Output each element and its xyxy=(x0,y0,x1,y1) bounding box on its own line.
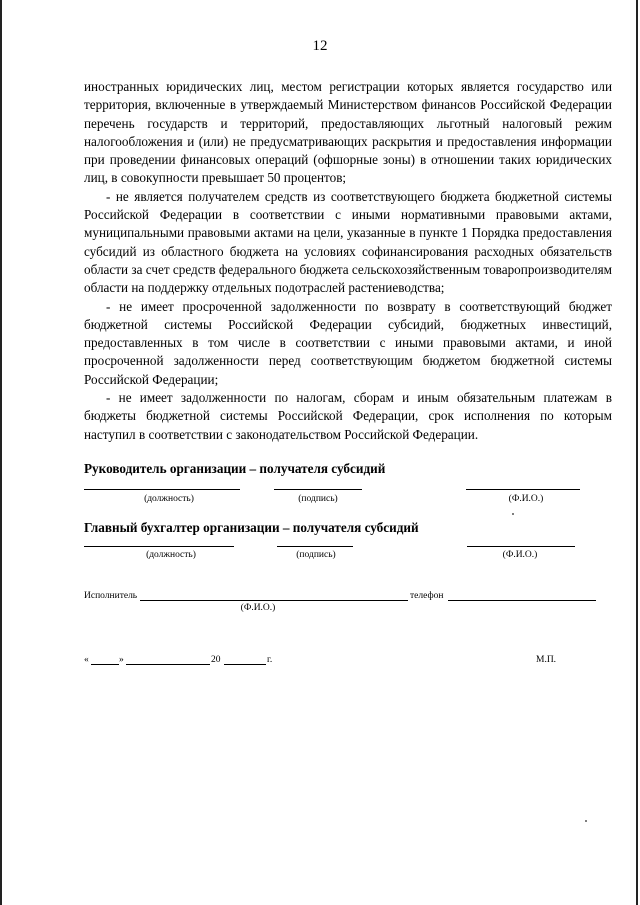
head-signature-label: (подпись) xyxy=(298,494,338,504)
scan-edge-left xyxy=(0,0,2,905)
scan-edge-right xyxy=(636,0,638,905)
accountant-name-label: (Ф.И.О.) xyxy=(502,550,538,560)
executor-label: Исполнитель xyxy=(84,591,138,601)
head-signature-heading: Руководитель организации – получателя субсидий xyxy=(84,461,386,476)
body-text xyxy=(84,78,612,444)
date-month-line xyxy=(126,664,210,665)
paragraph-not-recipient: - не является получателем средств из соответствующего бюджета бюджетной системы Российской Федерации в соответствии с иными нормативными правовыми актами, муниципальными правовыми актами на цели, указанные в пункте 1 Порядка предоставления субсидий из областного бюджета на условиях софинансирования расходных обязательств области за счет средств федерального бюджета сельскохозяйственным товаропроизводителям области на поддержку отдельных подотраслей растениеводства; xyxy=(84,188,612,296)
date-close-quote: » xyxy=(119,655,124,665)
accountant-name-line xyxy=(467,546,575,547)
accountant-signature-label: (подпись) xyxy=(296,550,336,560)
paragraph-continuation: иностранных юридических лиц, местом регистрации которых является государство или территория, включенные в утверждаемый Министерством финансов Российской Федерации перечень государств и территорий, предоставляющих льготный налоговый режим налогообложения и (или) не предусматривающих раскрытия и предоставления информации при проведении финансовых операций (офшорные зоны) в отношении таких юридических лиц, в совокупности превышает 50 процентов; xyxy=(84,79,612,186)
date-open-quote: « xyxy=(84,655,89,665)
head-name-label: (Ф.И.О.) xyxy=(508,494,544,504)
accountant-signature-heading: Главный бухгалтер организации – получателя субсидий xyxy=(84,520,419,535)
scan-speck xyxy=(512,513,514,515)
paragraph-no-tax-debt: - не имеет задолженности по налогам, сборам и иным обязательным платежам в бюджеты бюджетной системы Российской Федерации, срок исполнения по которым наступил в соответствии с законодательством Российской Федерации. xyxy=(84,390,612,442)
paragraph-no-overdue-debt: - не имеет просроченной задолженности по возврату в соответствующий бюджет бюджетной системы Российской Федерации субсидий, бюджетных инвестиций, предоставленных в том числе в соответствии с иными правовыми актами, и иной просроченной задолженности перед соответствующим бюджетом бюджетной системы Российской Федерации; xyxy=(84,298,612,387)
head-position-line xyxy=(84,489,240,490)
date-year-line xyxy=(224,664,266,665)
date-year-prefix: 20 xyxy=(211,655,221,665)
executor-name-line xyxy=(140,600,408,601)
executor-name-label: (Ф.И.О.) xyxy=(240,603,276,613)
accountant-position-line xyxy=(84,546,234,547)
executor-phone-line xyxy=(448,600,596,601)
page-number: 12 xyxy=(312,38,328,54)
accountant-signature-line xyxy=(277,546,353,547)
date-day-line xyxy=(91,664,119,665)
date-year-suffix: г. xyxy=(267,655,273,665)
stamp-label: М.П. xyxy=(536,655,557,665)
head-signature-line xyxy=(274,489,362,490)
head-name-line xyxy=(466,489,580,490)
head-position-label: (должность) xyxy=(144,494,194,504)
accountant-position-label: (должность) xyxy=(146,550,196,560)
executor-phone-label: телефон xyxy=(410,591,444,601)
scan-speck-lower xyxy=(585,820,587,822)
